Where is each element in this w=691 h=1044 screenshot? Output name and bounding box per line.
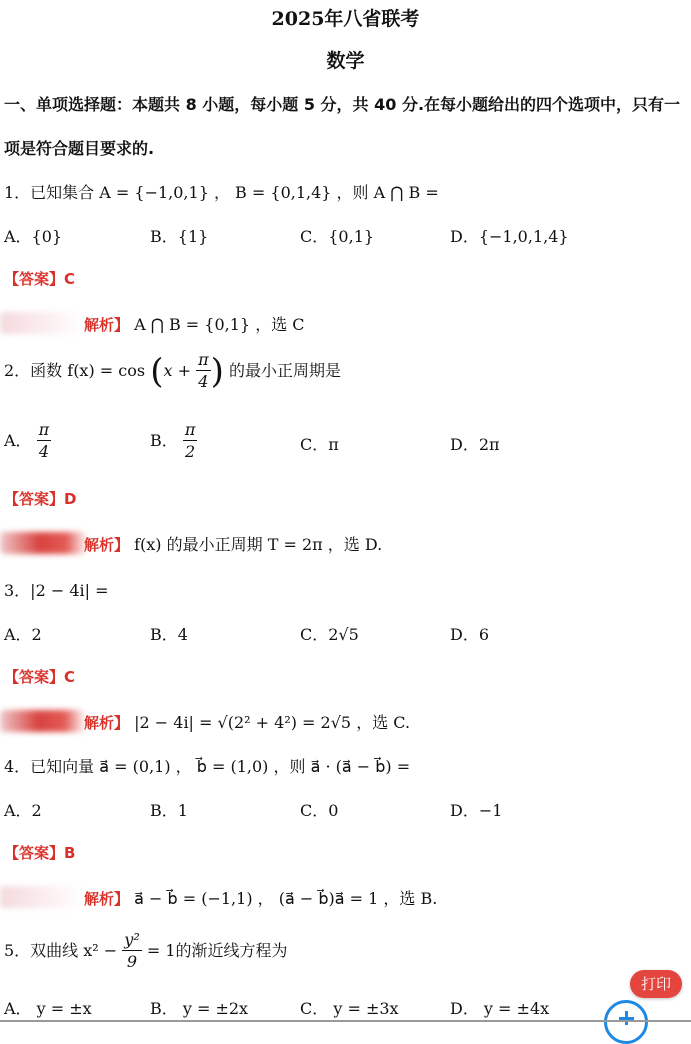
frac-denominator: 9 [126, 952, 138, 971]
q2-analysis [84, 532, 382, 555]
q1-answer: 【答案】C [4, 270, 76, 288]
q2-option-a: A． $\frac{\pi}{4}$ [4, 420, 50, 461]
section-heading-line2: 项是符合题目要求的. [4, 139, 155, 158]
divider [0, 1020, 691, 1022]
q4-option-d: D．−1 [450, 801, 503, 820]
q1-option-c: C．{0,1} [300, 227, 375, 246]
q5-fraction [122, 930, 141, 973]
q2-stem-x: x + [163, 361, 191, 380]
analysis-text: a⃗ − b⃗ = (−1,1) ， (a⃗ − b⃗)a⃗ = 1 ，选 B. [134, 889, 438, 908]
analysis-label: 解析】 [84, 890, 130, 908]
question-1-stem: 1．已知集合 A = {−1,0,1} ， B = {0,1,4} ，则 A ⋂ B = [4, 183, 439, 202]
analysis-text: f(x) 的最小正周期 T = 2π ，选 D. [134, 535, 383, 554]
q4-analysis [84, 886, 437, 909]
q5-stem-prefix: 5．双曲线 x² − [4, 941, 118, 960]
page-title: 2025年八省联考 [271, 8, 420, 30]
analysis-text: |2 − 4i| = √(2² + 4²) = 2√5 ，选 C. [134, 713, 411, 732]
analysis-text: A ⋂ B = {0,1} ，选 C [134, 315, 305, 334]
q3-option-b: B．4 [150, 625, 188, 644]
analysis-label: 解析】 [84, 714, 130, 732]
q4-option-a: A．2 [4, 801, 42, 820]
q3-option-c: C．2√5 [300, 625, 359, 644]
analysis-label: 解析】 [84, 316, 130, 334]
cloud-upload-icon[interactable] [604, 1000, 648, 1044]
redaction-blur [0, 532, 88, 554]
redaction-blur [0, 312, 84, 334]
q2-paren-open: ( [150, 351, 164, 392]
q2-option-c: C．π [300, 435, 339, 454]
q2-answer: 【答案】D [4, 490, 77, 508]
q2-option-b: B． $\frac{\pi}{2}$ [150, 420, 196, 461]
q3-answer: 【答案】C [4, 668, 76, 686]
q2-paren-close: ) [210, 351, 224, 392]
q3-option-a: A．2 [4, 625, 42, 644]
q2-fraction [196, 350, 211, 393]
frac-denominator: 4 [198, 372, 209, 391]
q2-stem-prefix: 2．函数 f(x) = cos [4, 361, 146, 380]
q5-option-a: A． y = ±x [4, 999, 92, 1018]
q1-option-a: A．{0} [4, 227, 63, 246]
q3-analysis [84, 710, 410, 733]
q4-option-c: C．0 [300, 801, 339, 820]
q5-option-b: B． y = ±2x [150, 999, 249, 1018]
question-5-stem [4, 930, 288, 973]
q2-stem-suffix: 的最小正周期是 [228, 361, 341, 380]
question-2-stem [4, 350, 341, 393]
frac-numerator: π [198, 350, 209, 369]
redaction-blur [0, 710, 86, 732]
q4-option-b: B．1 [150, 801, 188, 820]
q5-option-d: D． y = ±4x [450, 999, 550, 1018]
q2-option-d: D．2π [450, 435, 500, 454]
q4-answer: 【答案】B [4, 844, 76, 862]
q1-option-d: D．{−1,0,1,4} [450, 227, 569, 246]
section-heading-line1: 一、单项选择题：本题共 8 小题，每小题 5 分，共 40 分.在每小题给出的四个选项中，只有一 [4, 95, 681, 114]
q5-option-c: C． y = ±3x [300, 999, 399, 1018]
q1-analysis [84, 312, 305, 335]
question-3-stem: 3．|2 − 4i| = [4, 581, 109, 600]
question-4-stem: 4．已知向量 a⃗ = (0,1) ， b⃗ = (1,0) ，则 a⃗ · (a⃗ − b⃗) = [4, 757, 411, 776]
analysis-label: 解析】 [84, 536, 130, 554]
frac-numerator: y² [124, 930, 140, 949]
print-button[interactable]: 打印 [630, 970, 682, 998]
q5-stem-suffix: = 1的渐近线方程为 [146, 941, 288, 960]
redaction-blur [0, 886, 84, 908]
q3-option-d: D．6 [450, 625, 490, 644]
subject-title: 数学 [326, 50, 365, 72]
q1-option-b: B．{1} [150, 227, 209, 246]
